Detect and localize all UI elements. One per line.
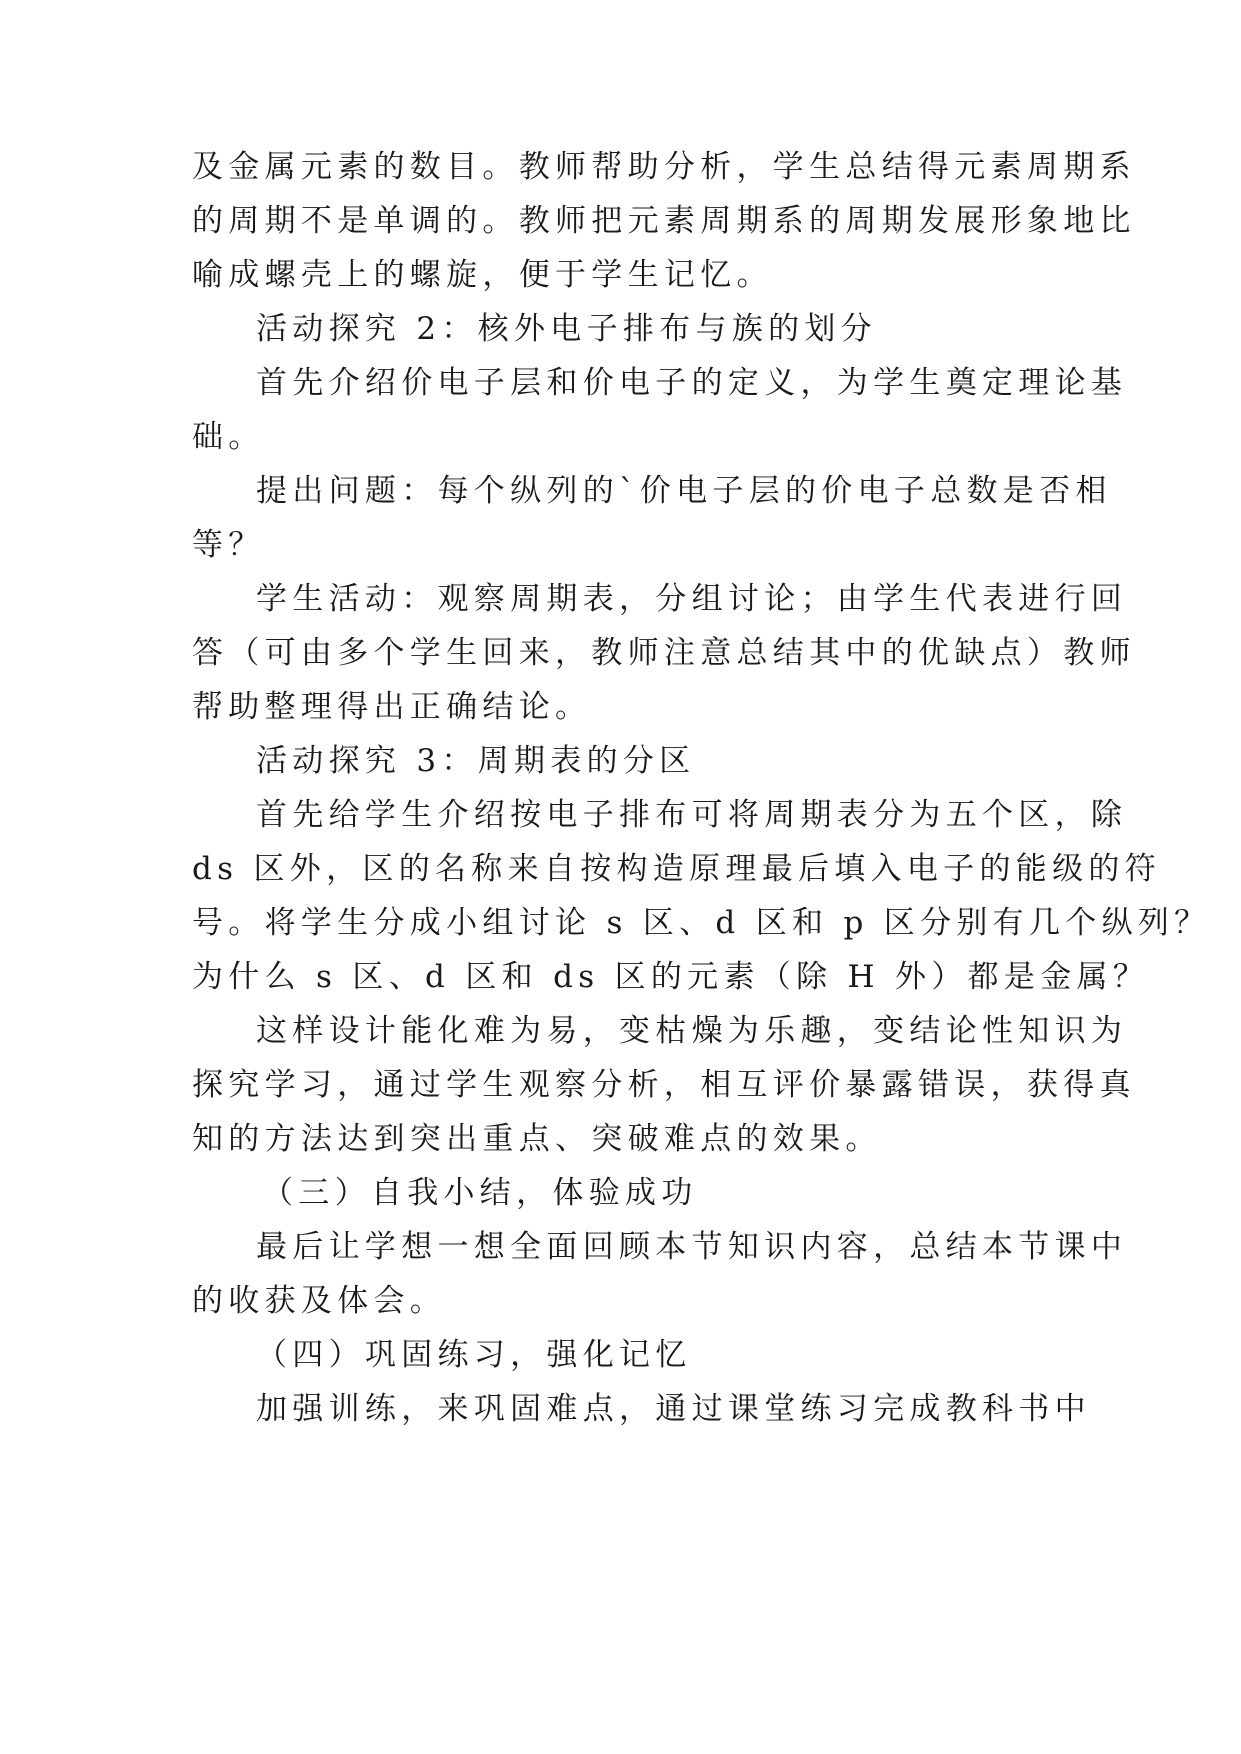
paragraph-line: 探究学习，通过学生观察分析，相互评价暴露错误，获得真 [192, 1067, 1136, 1103]
paragraph-line: 这样设计能化难为易，变枯燥为乐趣，变结论性知识为 [256, 1013, 1128, 1049]
paragraph-line: 础。 [192, 419, 265, 455]
section-heading: 活动探究 2：核外电子排布与族的划分 [256, 311, 877, 347]
paragraph-line: 学生活动：观察周期表，分组讨论；由学生代表进行回 [256, 581, 1128, 617]
paragraph-line: 的收获及体会。 [192, 1283, 447, 1319]
paragraph-line: 及金属元素的数目。教师帮助分析，学生总结得元素周期系 [192, 149, 1136, 185]
section-heading: （三）自我小结，体验成功 [262, 1175, 698, 1211]
section-heading: （四）巩固练习，强化记忆 [256, 1337, 692, 1373]
paragraph-line: 首先介绍价电子层和价电子的定义，为学生奠定理论基 [256, 365, 1128, 401]
paragraph-line: 知的方法达到突出重点、突破难点的效果。 [192, 1121, 882, 1157]
paragraph-line: 提出问题：每个纵列的`价电子层的价电子总数是否相 [256, 473, 1112, 509]
paragraph-line: ds 区外，区的名称来自按构造原理最后填入电子的能级的符 [192, 851, 1162, 887]
paragraph-line: 喻成螺壳上的螺旋，便于学生记忆。 [192, 257, 773, 293]
paragraph-line: 帮助整理得出正确结论。 [192, 689, 592, 725]
paragraph-line: 答（可由多个学生回来，教师注意总结其中的优缺点）教师 [192, 635, 1136, 671]
paragraph-line: 最后让学想一想全面回顾本节知识内容，总结本节课中 [256, 1229, 1128, 1265]
paragraph-line: 的周期不是单调的。教师把元素周期系的周期发展形象地比 [192, 203, 1136, 239]
paragraph-line: 首先给学生介绍按电子排布可将周期表分为五个区，除 [256, 797, 1128, 833]
section-heading: 活动探究 3：周期表的分区 [256, 743, 696, 779]
paragraph-line: 加强训练，来巩固难点，通过课堂练习完成教科书中 [256, 1391, 1091, 1427]
paragraph-line: 号。将学生分成小组讨论 s 区、d 区和 p 区分别有几个纵列？ [192, 905, 1211, 941]
paragraph-line: 等？ [192, 527, 265, 563]
paragraph-line: 为什么 s 区、d 区和 ds 区的元素（除 H 外）都是金属？ [192, 959, 1150, 995]
